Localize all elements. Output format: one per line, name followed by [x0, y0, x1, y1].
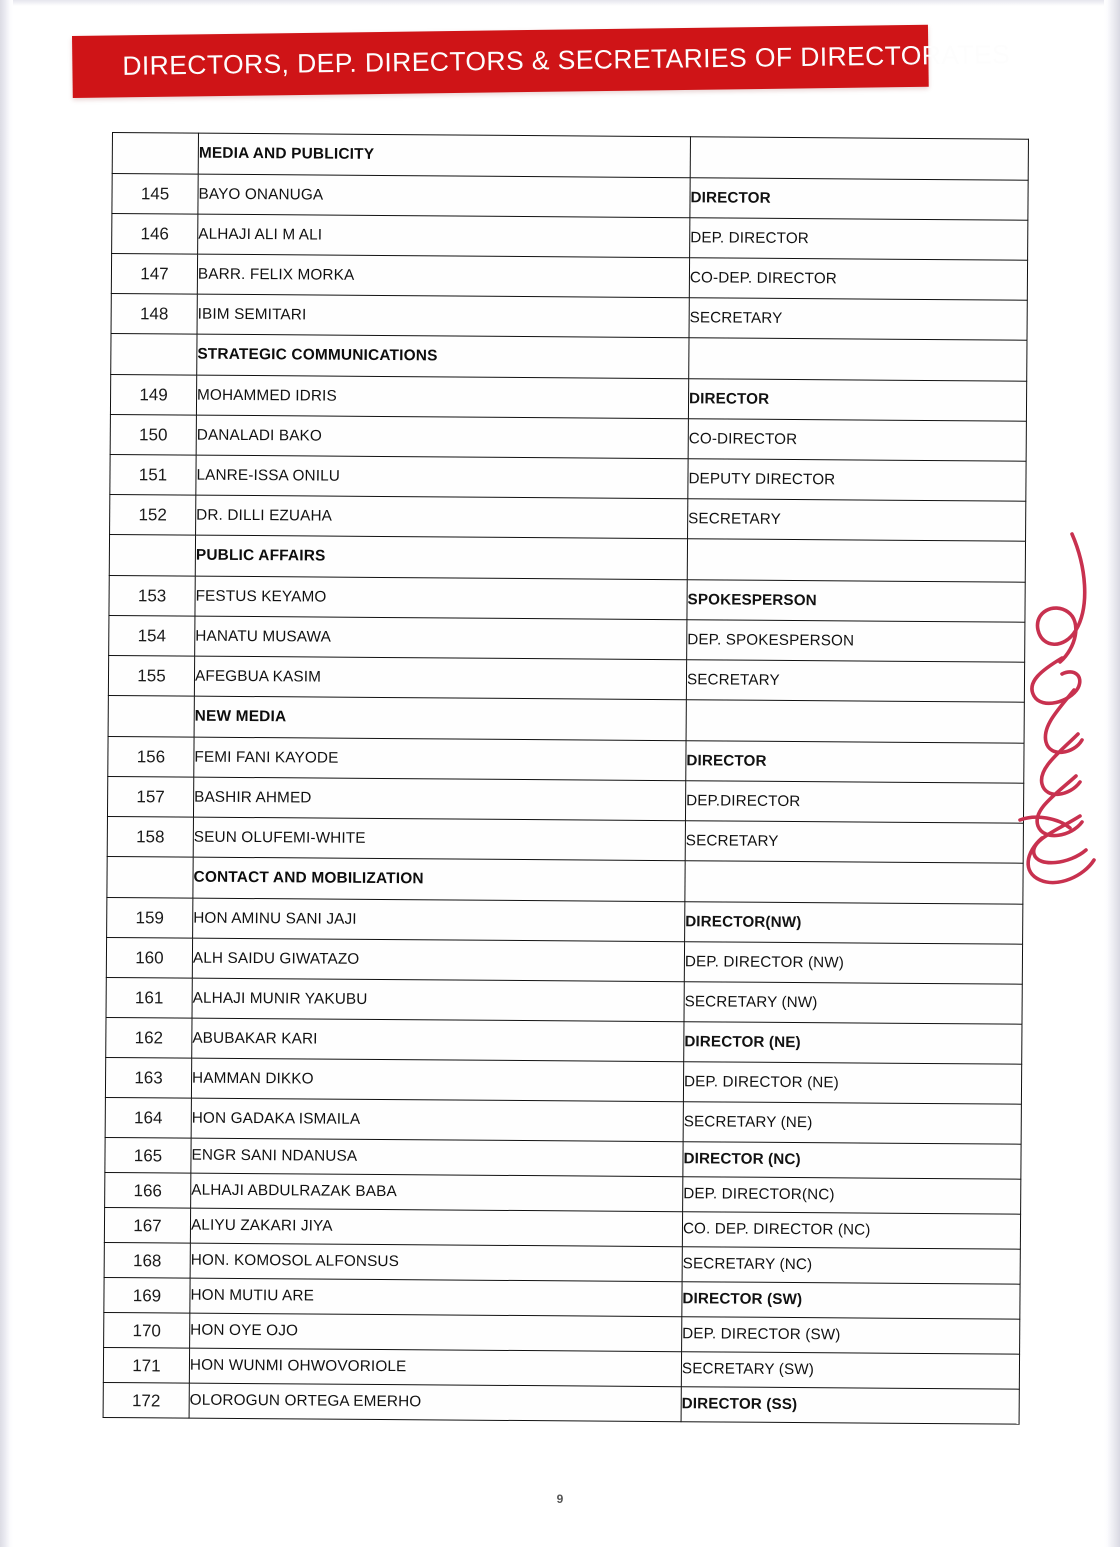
person-name: HON GADAKA ISMAILA — [191, 1098, 683, 1142]
row-number: 161 — [106, 977, 192, 1018]
row-number: 156 — [108, 736, 194, 777]
person-name: FEMI FANI KAYODE — [194, 737, 686, 781]
row-number: 162 — [106, 1017, 192, 1058]
scan-edge-top — [0, 0, 1120, 6]
section-header-row — [111, 333, 1027, 381]
person-name: MOHAMMED IDRIS — [196, 375, 688, 419]
section-header-row — [108, 695, 1024, 743]
title-banner-background — [72, 25, 1011, 98]
table-row — [107, 776, 1023, 823]
role-title: DEP. SPOKESPERSON — [687, 620, 1025, 662]
table-row — [105, 1097, 1021, 1144]
person-name: FESTUS KEYAMO — [195, 576, 687, 620]
role-title: DIRECTOR — [688, 379, 1026, 421]
role-title: CO-DEP. DIRECTOR — [689, 258, 1027, 300]
section-header-row — [112, 133, 1028, 181]
person-name: LANRE-ISSA ONILU — [196, 455, 688, 499]
row-number: 157 — [107, 776, 193, 817]
row-number: 167 — [104, 1207, 190, 1243]
table-row — [112, 214, 1028, 261]
role-title: DEP. DIRECTOR — [690, 218, 1028, 260]
person-name: OLOROGUN ORTEGA EMERHO — [189, 1383, 681, 1422]
role-title: SECRETARY (NE) — [683, 1102, 1021, 1144]
person-name: ENGR SANI NDANUSA — [191, 1138, 683, 1177]
row-number: 168 — [104, 1242, 190, 1278]
role-title: SECRETARY — [685, 821, 1023, 863]
role-title: CO. DEP. DIRECTOR (NC) — [682, 1212, 1020, 1249]
role-title: SECRETARY — [689, 298, 1027, 340]
section-title: CONTACT AND MOBILIZATION — [193, 857, 685, 902]
table-row — [111, 293, 1027, 340]
person-name: BASHIR AHMED — [193, 777, 685, 821]
table-row — [110, 414, 1026, 461]
role-title: DEP. DIRECTOR (NW) — [684, 942, 1022, 984]
role-title: DIRECTOR(NW) — [685, 902, 1023, 944]
role-title: SECRETARY (NW) — [684, 982, 1022, 1024]
row-number-blank — [108, 695, 194, 737]
row-number: 172 — [103, 1382, 189, 1418]
scan-edge-right — [1104, 0, 1120, 1547]
person-name: ALHAJI ABDULRAZAK BABA — [191, 1173, 683, 1212]
row-number: 171 — [103, 1347, 189, 1383]
row-number: 151 — [110, 454, 196, 495]
table-row — [107, 816, 1023, 863]
person-name: ALH SAIDU GIWATAZO — [192, 938, 684, 982]
table-row — [106, 1017, 1022, 1064]
role-title: DEP. DIRECTOR (SW) — [682, 1317, 1020, 1354]
table-row — [111, 254, 1027, 301]
role-blank — [689, 338, 1027, 381]
person-name: AFEGBUA KASIM — [194, 656, 686, 700]
directors-table-container — [103, 132, 1028, 1425]
person-name: ALHAJI ALI M ALI — [198, 214, 690, 258]
section-title: MEDIA AND PUBLICITY — [198, 133, 690, 178]
table-row — [105, 1057, 1021, 1104]
role-title: SECRETARY — [688, 499, 1026, 541]
role-title: SECRETARY — [686, 660, 1024, 702]
row-number: 145 — [112, 174, 198, 215]
row-number: 163 — [105, 1057, 191, 1098]
person-name: ALIYU ZAKARI JIYA — [190, 1208, 682, 1247]
role-blank — [685, 861, 1023, 904]
table-row — [112, 174, 1028, 221]
table-row — [106, 937, 1022, 984]
role-title: CO-DIRECTOR — [688, 419, 1026, 461]
person-name: SEUN OLUFEMI-WHITE — [193, 817, 685, 861]
person-name: HANATU MUSAWA — [195, 616, 687, 660]
person-name: DR. DILLI EZUAHA — [196, 495, 688, 539]
person-name: HON. KOMOSOL ALFONSUS — [190, 1243, 682, 1282]
row-number: 152 — [110, 494, 196, 535]
person-name: DANALADI BAKO — [196, 415, 688, 459]
role-title: DIRECTOR — [686, 741, 1024, 783]
person-name: HAMMAN DIKKO — [191, 1058, 683, 1102]
person-name: IBIM SEMITARI — [197, 294, 689, 338]
person-name: ALHAJI MUNIR YAKUBU — [192, 978, 684, 1022]
row-number: 164 — [105, 1097, 191, 1138]
role-title: DIRECTOR (NE) — [684, 1022, 1022, 1064]
role-title: SECRETARY (SW) — [681, 1352, 1019, 1389]
title-banner — [72, 25, 1011, 98]
table-row — [109, 615, 1025, 662]
table-row — [109, 575, 1025, 622]
role-title: DEPUTY DIRECTOR — [688, 459, 1026, 501]
section-title: NEW MEDIA — [194, 696, 686, 741]
row-number: 165 — [105, 1137, 191, 1173]
role-title: SPOKESPERSON — [687, 580, 1025, 622]
table-row — [110, 374, 1026, 421]
role-title: DEP.DIRECTOR — [685, 781, 1023, 823]
section-title: STRATEGIC COMMUNICATIONS — [197, 334, 689, 379]
scan-edge-left — [0, 0, 13, 1547]
table-row — [108, 655, 1024, 702]
row-number: 155 — [108, 655, 194, 696]
row-number-blank — [112, 133, 198, 175]
row-number: 150 — [110, 414, 196, 455]
section-header-row — [107, 856, 1023, 904]
person-name: HON WUNMI OHWOVORIOLE — [189, 1348, 681, 1387]
page-title: DIRECTORS, DEP. DIRECTORS & SECRETARIES OF DIRECTORATES — [122, 39, 1011, 81]
section-header-row — [109, 534, 1025, 582]
table-row — [108, 736, 1024, 783]
table-row — [110, 454, 1026, 501]
person-name: HON OYE OJO — [190, 1313, 682, 1352]
role-blank — [686, 700, 1024, 743]
role-title: DIRECTOR — [690, 178, 1028, 220]
person-name: ABUBAKAR KARI — [192, 1018, 684, 1062]
role-title: DIRECTOR (SS) — [681, 1387, 1019, 1424]
role-title: DEP. DIRECTOR (NE) — [683, 1062, 1021, 1104]
section-title: PUBLIC AFFAIRS — [195, 535, 687, 580]
directors-table-body — [103, 133, 1028, 1425]
row-number: 148 — [111, 293, 197, 334]
table-row — [106, 977, 1022, 1024]
person-name: HON MUTIU ARE — [190, 1278, 682, 1317]
table-row — [107, 897, 1023, 944]
role-title: SECRETARY (NC) — [682, 1247, 1020, 1284]
role-title: DIRECTOR (SW) — [682, 1282, 1020, 1319]
row-number: 149 — [110, 374, 196, 415]
role-blank — [690, 137, 1028, 180]
table-row — [103, 1382, 1019, 1424]
row-number: 147 — [111, 254, 197, 295]
row-number: 166 — [105, 1172, 191, 1208]
page-number: 9 — [556, 1492, 564, 1506]
row-number: 153 — [109, 575, 195, 616]
table-row — [110, 494, 1026, 541]
row-number: 160 — [106, 937, 192, 978]
role-blank — [687, 539, 1025, 582]
row-number: 158 — [107, 816, 193, 857]
row-number-blank — [111, 333, 197, 375]
person-name: BAYO ONANUGA — [198, 174, 690, 218]
row-number-blank — [109, 534, 195, 576]
directors-table — [103, 132, 1029, 1425]
row-number-blank — [107, 856, 193, 898]
row-number: 169 — [104, 1277, 190, 1313]
role-title: DIRECTOR (NC) — [683, 1142, 1021, 1179]
row-number: 146 — [112, 214, 198, 255]
person-name: HON AMINU SANI JAJI — [193, 898, 685, 942]
role-title: DEP. DIRECTOR(NC) — [683, 1177, 1021, 1214]
row-number: 154 — [109, 615, 195, 656]
row-number: 170 — [104, 1312, 190, 1348]
handwritten-signature — [1012, 520, 1108, 890]
row-number: 159 — [107, 897, 193, 938]
person-name: BARR. FELIX MORKA — [197, 254, 689, 298]
